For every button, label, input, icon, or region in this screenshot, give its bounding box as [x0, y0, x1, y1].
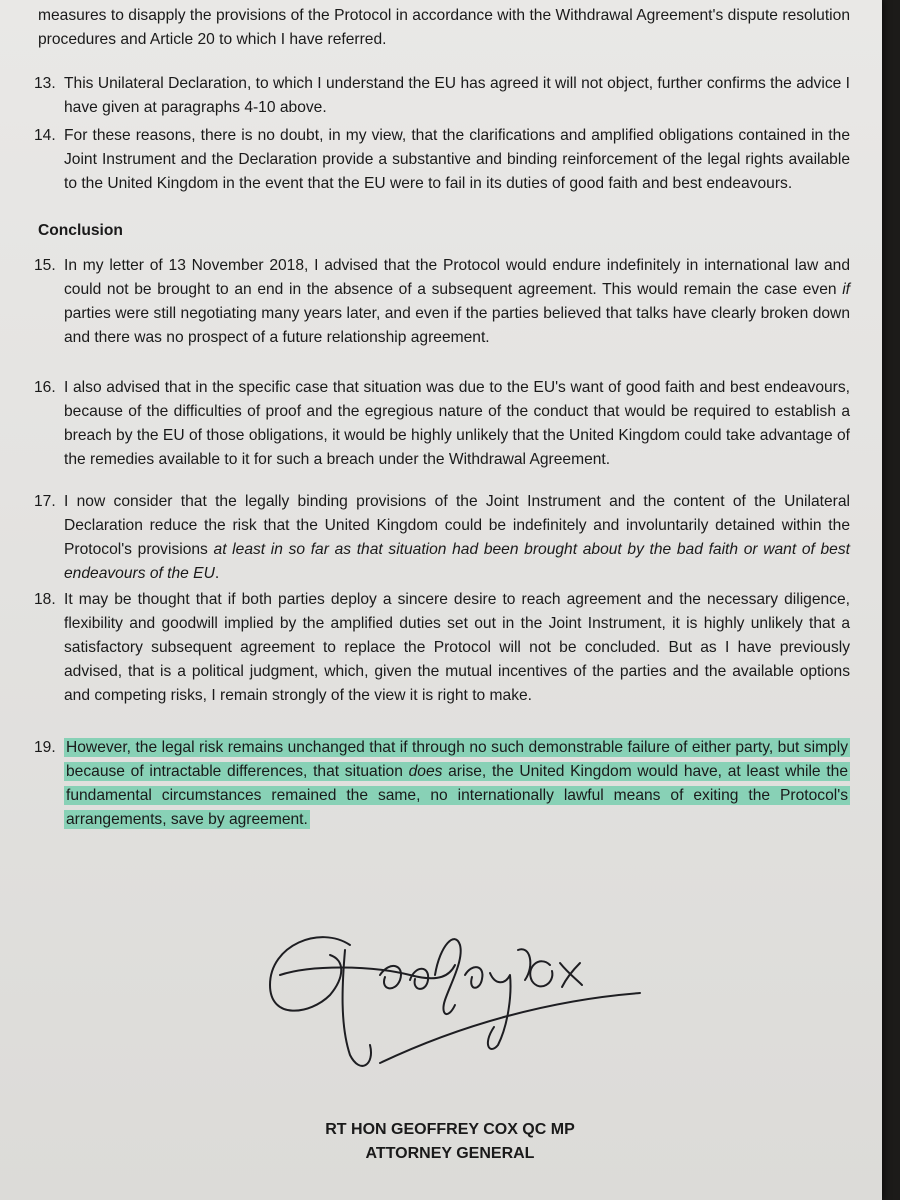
paragraph-number: 17.: [34, 493, 56, 510]
conclusion-heading: Conclusion: [38, 222, 123, 239]
paragraph-13: [34, 72, 850, 120]
paragraph-text: It may be thought that if both parties deploy a sincere desire to reach agreement and the necessary diligence, flexibility and goodwill implied by the amplified duties set out in the Joint Instrument, it is highly unlikely that a satisfactory subsequent agreement to replace the Protocol will not be concluded. But as I have previously advised, that is a political judgment, which, given the mutual incentives of the parties and the available options and competing risks, I remain strongly of the view it is right to make.: [64, 591, 850, 704]
paragraph-number: 18.: [34, 591, 56, 608]
paragraph-number: 19.: [34, 739, 56, 756]
intro-continuation: measures to disapply the provisions of the Protocol in accordance with the Withdrawal Agreement's dispute resolution procedures and Article 20 to which I have referred.: [38, 7, 850, 48]
paragraph-18: [34, 588, 850, 708]
paragraph-16: [34, 376, 850, 472]
paragraph-text: In my letter of 13 November 2018, I advised that the Protocol would endure indefinitely in international law and could not be brought to an end in the absence of a subsequent agreement. This would remain the case even if parties were still negotiating many years later, and even if the parties believed that talks have clearly broken down and there was no prospect of a future relationship agreement.: [64, 257, 850, 346]
paragraph-number: 14.: [34, 127, 56, 144]
paragraph-number: 15.: [34, 257, 56, 274]
paragraph-text: I now consider that the legally binding provisions of the Joint Instrument and the content of the Unilateral Declaration reduce the risk that the United Kingdom could be indefinitely and involuntarily detained within the Protocol's provisions at least in so far as that situation had been brought about by the bad faith or want of best endeavours of the EU.: [64, 493, 850, 582]
signatory-title: ATTORNEY GENERAL: [365, 1145, 535, 1162]
paragraph-text: [64, 736, 850, 832]
paragraph-number: 13.: [34, 75, 56, 92]
paragraph-19: [34, 736, 850, 832]
paragraph-text: For these reasons, there is no doubt, in my view, that the clarifications and amplified obligations contained in the Joint Instrument and the Declaration provide a substantive and binding reinforcement of the legal rights available to the United Kingdom in the event that the EU were to fail in its duties of good faith and best endeavours.: [64, 127, 850, 192]
paragraph-17: [34, 490, 850, 586]
highlighted-passage: However, the legal risk remains unchanged that if through no such demonstrable failure of either party, but simply because of intractable differences, that situation does arise, the United Kingdom would have, at least while the fundamental circumstances remained the same, no internationally lawful means of exiting the Protocol's arrangements, save by agreement.: [66, 739, 848, 828]
paragraph-number: 16.: [34, 379, 56, 396]
paragraph-14: [34, 124, 850, 196]
paragraph-text: I also advised that in the specific case that situation was due to the EU's want of good faith and best endeavours, because of the difficulties of proof and the egregious nature of the conduct that would be required to establish a breach by the EU of those obligations, it would be highly unlikely that the United Kingdom could take advantage of the remedies available to it for such a breach under the Withdrawal Agreement.: [64, 379, 850, 468]
paragraph-text: This Unilateral Declaration, to which I understand the EU has agreed it will not object, further confirms the advice I have given at paragraphs 4-10 above.: [64, 75, 850, 116]
paragraph-15: [34, 254, 850, 350]
signatory-name: RT HON GEOFFREY COX QC MP: [325, 1121, 575, 1138]
handwritten-signature: [250, 905, 670, 1085]
